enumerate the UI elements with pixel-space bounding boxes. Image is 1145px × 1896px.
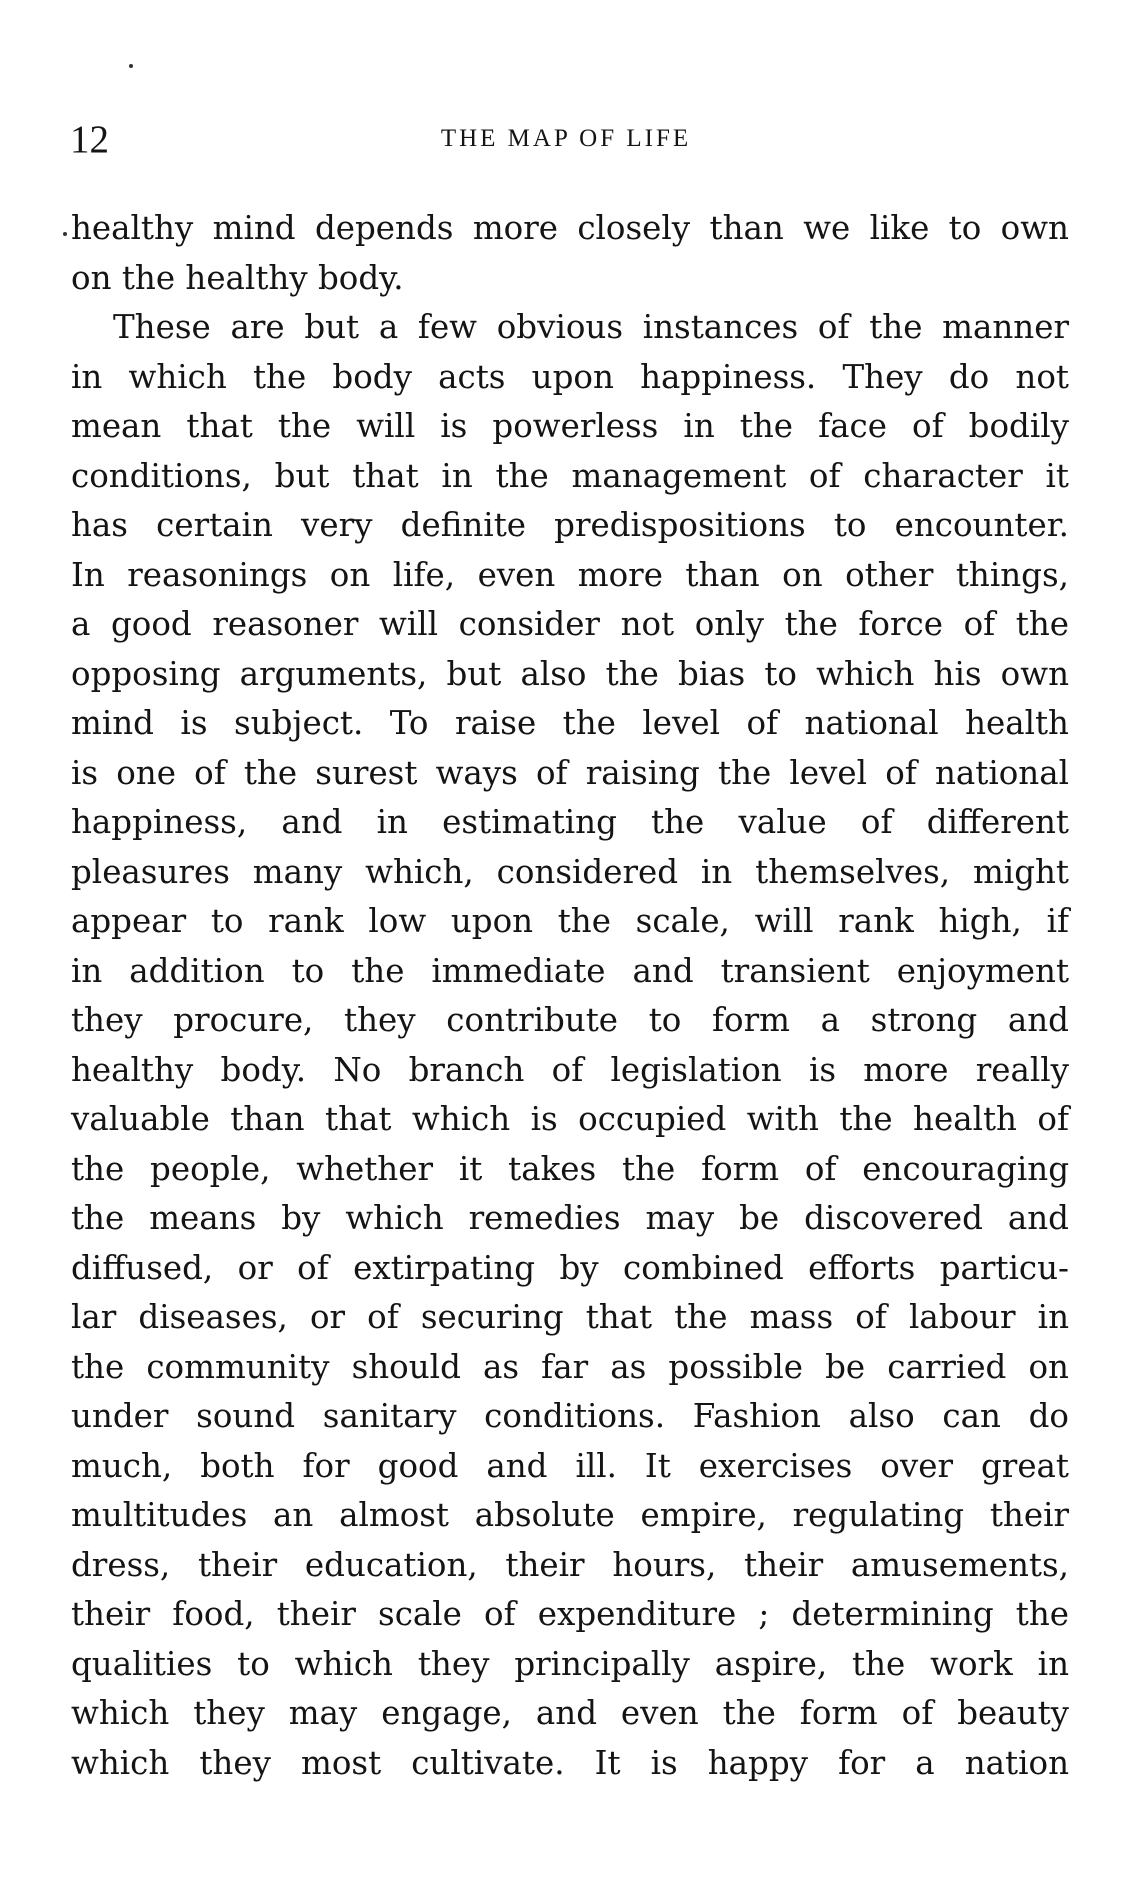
body-text bbox=[71, 204, 1069, 1788]
text-line: the community should as far as possible be carried on bbox=[71, 1347, 1069, 1386]
text-line: a good reasoner will consider not only the force of the bbox=[71, 605, 1069, 643]
text-line: under sound sanitary conditions. Fashion also can do bbox=[71, 1397, 1069, 1435]
text-line: appear to rank low upon the scale, will rank high, if bbox=[71, 902, 1069, 940]
text-line: has certain very definite predispositions to encounter. bbox=[71, 506, 1069, 544]
text-line: their food, their scale of expenditure ; determining the bbox=[71, 1595, 1069, 1633]
text-line: opposing arguments, but also the bias to which his own bbox=[71, 654, 1069, 693]
text-line: in addition to the immediate and transient enjoyment bbox=[71, 951, 1069, 990]
text-line: These are but a few obvious instances of the manner bbox=[113, 308, 1069, 346]
text-line: the people, whether it takes the form of encouraging bbox=[71, 1149, 1069, 1188]
text-line: they procure, they contribute to form a strong and bbox=[71, 1001, 1069, 1039]
text-line: much, both for good and ill. It exercises over great bbox=[71, 1446, 1069, 1485]
text-line: diffused, or of extirpating by combined efforts particu- bbox=[71, 1248, 1069, 1287]
text-line: mind is subject. To raise the level of national health bbox=[71, 704, 1069, 742]
text-line: dress, their education, their hours, their amusements, bbox=[71, 1545, 1069, 1584]
page-header bbox=[66, 118, 1066, 162]
text-line: which they most cultivate. It is happy for a nation bbox=[71, 1743, 1069, 1782]
text-line: multitudes an almost absolute empire, regulating their bbox=[71, 1496, 1069, 1534]
text-line: which they may engage, and even the form of beauty bbox=[71, 1694, 1069, 1732]
print-speck bbox=[63, 232, 67, 236]
text-line: healthy mind depends more closely than we like to own bbox=[71, 209, 1069, 247]
text-line: the means by which remedies may be discovered and bbox=[71, 1199, 1069, 1237]
text-line: In reasonings on life, even more than on other things, bbox=[71, 555, 1069, 594]
text-line: conditions, but that in the management of character it bbox=[71, 456, 1069, 495]
text-line: qualities to which they principally aspire, the work in bbox=[71, 1644, 1069, 1683]
text-line: lar diseases, or of securing that the mass of labour in bbox=[71, 1298, 1069, 1336]
print-speck bbox=[129, 64, 133, 68]
text-line: in which the body acts upon happiness. They do not bbox=[71, 357, 1069, 396]
text-line: is one of the surest ways of raising the level of national bbox=[71, 753, 1069, 792]
running-title: THE MAP OF LIFE bbox=[440, 125, 692, 152]
text-line: valuable than that which is occupied with the health of bbox=[71, 1100, 1069, 1138]
text-line: pleasures many which, considered in themselves, might bbox=[71, 852, 1069, 891]
text-line: happiness, and in estimating the value of different bbox=[71, 803, 1069, 841]
text-line: mean that the will is powerless in the face of bodily bbox=[71, 407, 1069, 445]
text-line: healthy body. No branch of legislation is more really bbox=[71, 1050, 1069, 1089]
page-number: 12 bbox=[70, 118, 109, 161]
text-line: on the healthy body. bbox=[71, 258, 404, 297]
